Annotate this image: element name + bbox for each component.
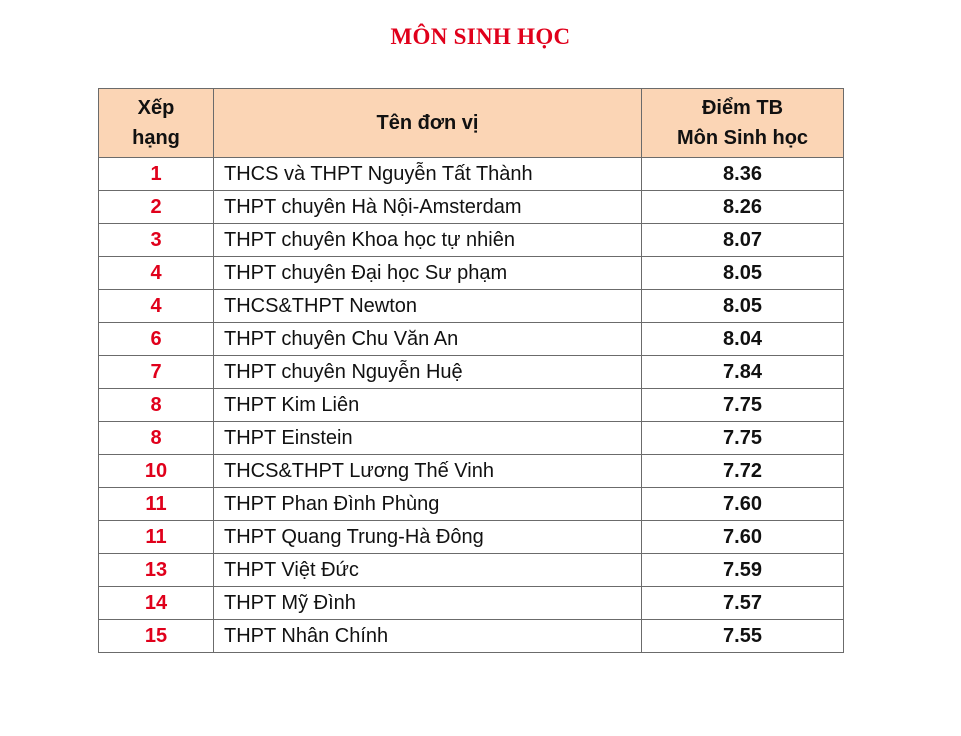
- school-name-cell: THPT Mỹ Đình: [214, 587, 642, 620]
- school-name-cell: THPT Nhân Chính: [214, 620, 642, 653]
- rank-cell: 8: [99, 422, 214, 455]
- page-title: MÔN SINH HỌC: [390, 24, 571, 49]
- score-cell: 7.72: [642, 455, 844, 488]
- table-row: [99, 488, 844, 521]
- rank-cell: 11: [99, 488, 214, 521]
- header-score-line1: Điểm TB: [701, 97, 784, 119]
- header-rank-line1: Xếp: [137, 97, 175, 119]
- score-cell: 8.07: [642, 224, 844, 257]
- school-name-cell: THCS&THPT Newton: [214, 290, 642, 323]
- school-name-cell: THPT chuyên Khoa học tự nhiên: [214, 224, 642, 257]
- score-cell: 7.84: [642, 356, 844, 389]
- rank-cell: 3: [99, 224, 214, 257]
- school-name-cell: THPT Việt Đức: [214, 554, 642, 587]
- table-row: [99, 323, 844, 356]
- score-cell: 7.75: [642, 422, 844, 455]
- score-cell: 7.57: [642, 587, 844, 620]
- table-header-row: [99, 89, 844, 158]
- rank-cell: 8: [99, 389, 214, 422]
- rank-cell: 14: [99, 587, 214, 620]
- table-row: [99, 554, 844, 587]
- table-body: [99, 158, 844, 653]
- score-cell: 7.60: [642, 488, 844, 521]
- header-name: Tên đơn vị: [214, 89, 642, 158]
- rank-cell: 6: [99, 323, 214, 356]
- ranking-table: [98, 88, 844, 653]
- rank-cell: 2: [99, 191, 214, 224]
- score-cell: 8.04: [642, 323, 844, 356]
- score-cell: 7.55: [642, 620, 844, 653]
- score-cell: 7.60: [642, 521, 844, 554]
- rank-cell: 4: [99, 257, 214, 290]
- school-name-cell: THCS và THPT Nguyễn Tất Thành: [214, 158, 642, 191]
- header-score-line2: Môn Sinh học: [676, 127, 809, 149]
- school-name-cell: THPT Quang Trung-Hà Đông: [214, 521, 642, 554]
- rank-cell: 1: [99, 158, 214, 191]
- table-row: [99, 422, 844, 455]
- score-cell: 7.59: [642, 554, 844, 587]
- school-name-cell: THPT chuyên Nguyễn Huệ: [214, 356, 642, 389]
- table-row: [99, 587, 844, 620]
- table-row: [99, 191, 844, 224]
- school-name-cell: THPT Einstein: [214, 422, 642, 455]
- rank-cell: 13: [99, 554, 214, 587]
- score-cell: 8.36: [642, 158, 844, 191]
- school-name-cell: THPT Kim Liên: [214, 389, 642, 422]
- school-name-cell: THPT chuyên Hà Nội-Amsterdam: [214, 191, 642, 224]
- rank-cell: 7: [99, 356, 214, 389]
- header-rank: [99, 89, 214, 158]
- table-row: [99, 521, 844, 554]
- table-row: [99, 389, 844, 422]
- header-score: [642, 89, 844, 158]
- table-row: [99, 356, 844, 389]
- rank-cell: 15: [99, 620, 214, 653]
- table-row: [99, 257, 844, 290]
- school-name-cell: THPT Phan Đình Phùng: [214, 488, 642, 521]
- rank-cell: 10: [99, 455, 214, 488]
- school-name-cell: THPT chuyên Chu Văn An: [214, 323, 642, 356]
- score-cell: 7.75: [642, 389, 844, 422]
- header-rank-line2: hạng: [132, 127, 180, 149]
- table-row: [99, 455, 844, 488]
- score-cell: 8.26: [642, 191, 844, 224]
- rank-cell: 11: [99, 521, 214, 554]
- table-row: [99, 290, 844, 323]
- school-name-cell: THCS&THPT Lương Thế Vinh: [214, 455, 642, 488]
- score-cell: 8.05: [642, 257, 844, 290]
- score-cell: 8.05: [642, 290, 844, 323]
- school-name-cell: THPT chuyên Đại học Sư phạm: [214, 257, 642, 290]
- table-row: [99, 224, 844, 257]
- rank-cell: 4: [99, 290, 214, 323]
- table-row: [99, 158, 844, 191]
- table-row: [99, 620, 844, 653]
